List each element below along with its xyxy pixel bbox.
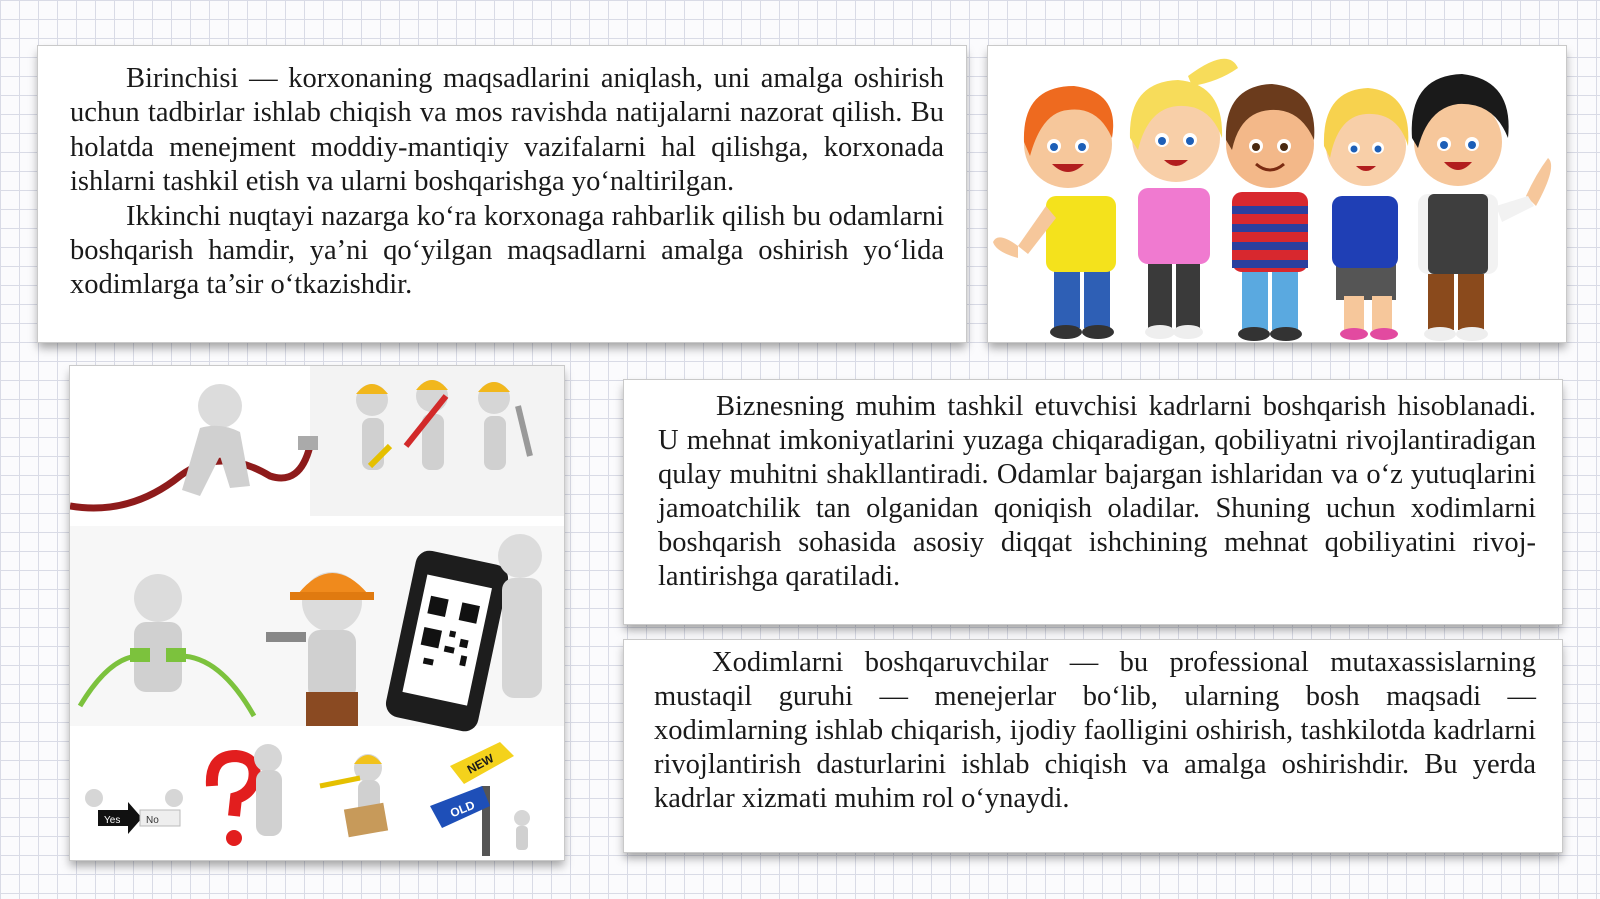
children-group-image xyxy=(988,46,1566,342)
child-2 xyxy=(1130,59,1238,339)
workers-with-tools xyxy=(356,380,530,470)
new-label: NEW xyxy=(464,751,497,777)
old-label: OLD xyxy=(448,797,477,821)
collage-image xyxy=(70,366,564,860)
child-1 xyxy=(1018,86,1116,339)
child-5 xyxy=(1412,74,1534,341)
children-illustration xyxy=(988,46,1566,342)
paragraph-3: Biznesning muhim tashkil etuvchisi kadrlarni boshqarish hisoblanadi. U mehnat imkoniyatlarini yuzaga chiqaradigan, qobiliyatni rivojlantiradigan qulay muhitni shakllantiradi. Odamlar bajargan ishlaridan va o‘z yutuqlarini jamoatchilik tan olganidan qoniqish oladilar. Shuning uchun xodimlarni boshqarish sohasida asosiy diqqat ishchining mehnat qobiliyatini rivojlantirishga qaratiladi. xyxy=(658,391,1536,592)
child-3 xyxy=(1226,84,1314,341)
no-label: No xyxy=(146,815,159,826)
paragraph-1: Birinchisi — korxonaning maqsadlarini aniqlash, uni amalga oshirish uchun tadbirlar ishlab chiqish va mos ravishda natijalarni nazorat qilish. Bu holatda menejment moddiy-mantiqiy vazifalarni hal qilishga, korxonada ishlarni tashkil etish va ularni boshqarishga yo‘naltirilgan. xyxy=(70,63,944,198)
text-panel-bottom-right xyxy=(624,640,1562,852)
management-collage xyxy=(70,366,564,860)
child-4 xyxy=(1324,88,1408,340)
text-panel-middle-right xyxy=(624,380,1562,624)
text-panel-top xyxy=(38,46,966,342)
paragraph-4: Xodimlarni boshqaruvchilar — bu professional mutaxassislarning mustaqil guruhi — menejerlar bo‘lib, ularning bosh maqsadi — xodimlarning ishlab chiqarish, ijodiy faolligini oshirish, tashkilotda kadrlarni rivojlantirish dasturlarini ishlab chiqish va amalga oshirishdir. Bu yerda kadrlar xizmati muhim rol o‘ynaydi. xyxy=(654,647,1536,814)
yes-label: Yes xyxy=(104,815,121,826)
paragraph-2: Ikkinchi nuqtayi nazarga ko‘ra korxonaga rahbarlik qilish bu odamlarni boshqarish hamdir, ya’ni qo‘yilgan maqsadlarni amalga oshirish yo‘lida xodimlarga ta’sir o‘tkazishdir. xyxy=(70,200,944,301)
